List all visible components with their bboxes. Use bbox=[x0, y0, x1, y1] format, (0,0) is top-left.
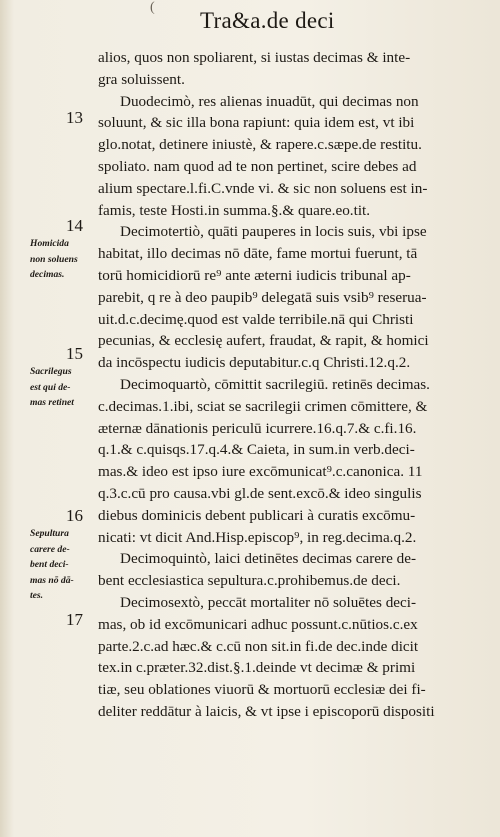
side-note-line: est qui de- bbox=[30, 381, 71, 393]
top-mark: ( bbox=[150, 0, 155, 15]
side-note-line: non soluens bbox=[30, 253, 78, 265]
text-line: Decimoquartò, cōmittit sacrilegiū. retinēs decimas. bbox=[120, 375, 430, 393]
side-note-line: decimas. bbox=[30, 269, 65, 281]
text-line: torū homicidiorū re⁹ ante æterni iudicis tribunal ap- bbox=[98, 266, 411, 284]
text-line: gra soluissent. bbox=[98, 70, 185, 88]
text-line: parebit, q re à deo paupib⁹ delegatā suis vsib⁹ reserua- bbox=[98, 288, 427, 306]
text-line: alium spectare.l.fi.C.vnde vi. & sic non soluens est in- bbox=[98, 179, 428, 197]
text-line: æternæ dānationis periculū icurrere.16.q.7.& c.fi.16. bbox=[98, 419, 417, 437]
side-note-line: mas retinet bbox=[30, 397, 74, 409]
text-line: bent ecclesiastica sepultura.c.prohibemus.de deci. bbox=[98, 572, 401, 590]
side-note-line: tes. bbox=[30, 590, 44, 602]
paragraph-number: 16 bbox=[66, 506, 83, 525]
text-line: spoliato. nam quod ad te non pertinet, scire debes ad bbox=[98, 157, 417, 175]
side-note-line: Sepultura bbox=[30, 528, 69, 539]
text-line: famis, teste Hosti.in summa.§.& quare.eo.tit. bbox=[98, 201, 371, 219]
paragraph-number: 14 bbox=[66, 216, 83, 235]
side-note-line: mas nō dā- bbox=[30, 574, 74, 586]
text-line: uit.d.c.decimę.quod est valde terribile.nā qui Christi bbox=[98, 310, 414, 328]
text-line: mas, ob id excōmunicari adhuc possunt.c.nūtios.c.ex bbox=[98, 615, 418, 633]
side-note-line: bent deci- bbox=[30, 559, 69, 571]
text-line: Duodecimò, res alienas inuadūt, qui decimas non bbox=[120, 92, 419, 110]
paragraph-number: 15 bbox=[66, 344, 83, 363]
side-note-line: carere de- bbox=[30, 543, 70, 555]
text-line: q.1.& c.quisqs.17.q.4.& Caieta, in sum.in verb.deci- bbox=[98, 441, 415, 459]
side-note-sacrilegus bbox=[30, 364, 98, 411]
side-note-sepultura bbox=[30, 526, 98, 604]
running-title: Tra&a.de deci bbox=[200, 8, 335, 33]
main-text-block bbox=[98, 47, 498, 723]
text-line: deliter reddātur à laicis, & vt ipse i episcoporū dispositi bbox=[98, 702, 435, 720]
text-line: tiæ, seu oblationes viuorū & mortuorū ecclesiæ dei fi- bbox=[98, 681, 426, 699]
text-line: alios, quos non spoliarent, si iustas decimas & inte- bbox=[98, 49, 411, 66]
text-line: pecunias, & ecclesię aufert, fraudat, & rapit, & homici bbox=[98, 332, 429, 350]
paragraph-number: 17 bbox=[66, 610, 83, 629]
side-note-homicida bbox=[30, 236, 98, 283]
text-line: da incōspectu iudicis deputabitur.c.q Christi.12.q.2. bbox=[98, 354, 411, 372]
side-note-line: Sacrilegus bbox=[30, 366, 72, 377]
side-note-line: Homicida bbox=[30, 238, 69, 249]
text-line: soluunt, & sic illa bona rapiunt: quia idem est, vt ibi bbox=[98, 114, 415, 132]
text-line: habitat, illo decimas nō dāte, fame mortui fuerunt, tā bbox=[98, 245, 418, 263]
text-line: Decimoquintò, laici detinētes decimas carere de- bbox=[120, 550, 417, 568]
text-line: diebus dominicis debent publicari à curatis excōmu- bbox=[98, 506, 416, 524]
text-line: parte.2.c.ad hæc.& c.cū non sit.in fi.de dec.inde dicit bbox=[98, 637, 419, 655]
text-line: glo.notat, detinere iniustè, & rapere.c.sæpe.de restitu. bbox=[98, 136, 422, 154]
text-line: c.decimas.1.ibi, sciat se sacrilegii crimen cōmittere, & bbox=[98, 397, 428, 415]
text-line: Decimosextò, peccāt mortaliter nō soluētes deci- bbox=[120, 593, 417, 611]
text-line: q.3.c.cū pro causa.vbi gl.de sent.excō.& ideo singulis bbox=[98, 484, 422, 502]
text-line: Decimotertiò, quāti pauperes in locis suis, vbi ipse bbox=[120, 223, 427, 241]
text-line: mas.& ideo est ipso iure excōmunicat⁹.c.canonica. 11 bbox=[98, 463, 423, 481]
paragraph-number: 13 bbox=[66, 108, 83, 127]
text-line: tex.in c.præter.32.dist.§.1.deinde vt decimæ & primi bbox=[98, 659, 416, 677]
text-line: nicati: vt dicit And.Hisp.episcop⁹, in reg.decima.q.2. bbox=[98, 528, 417, 546]
